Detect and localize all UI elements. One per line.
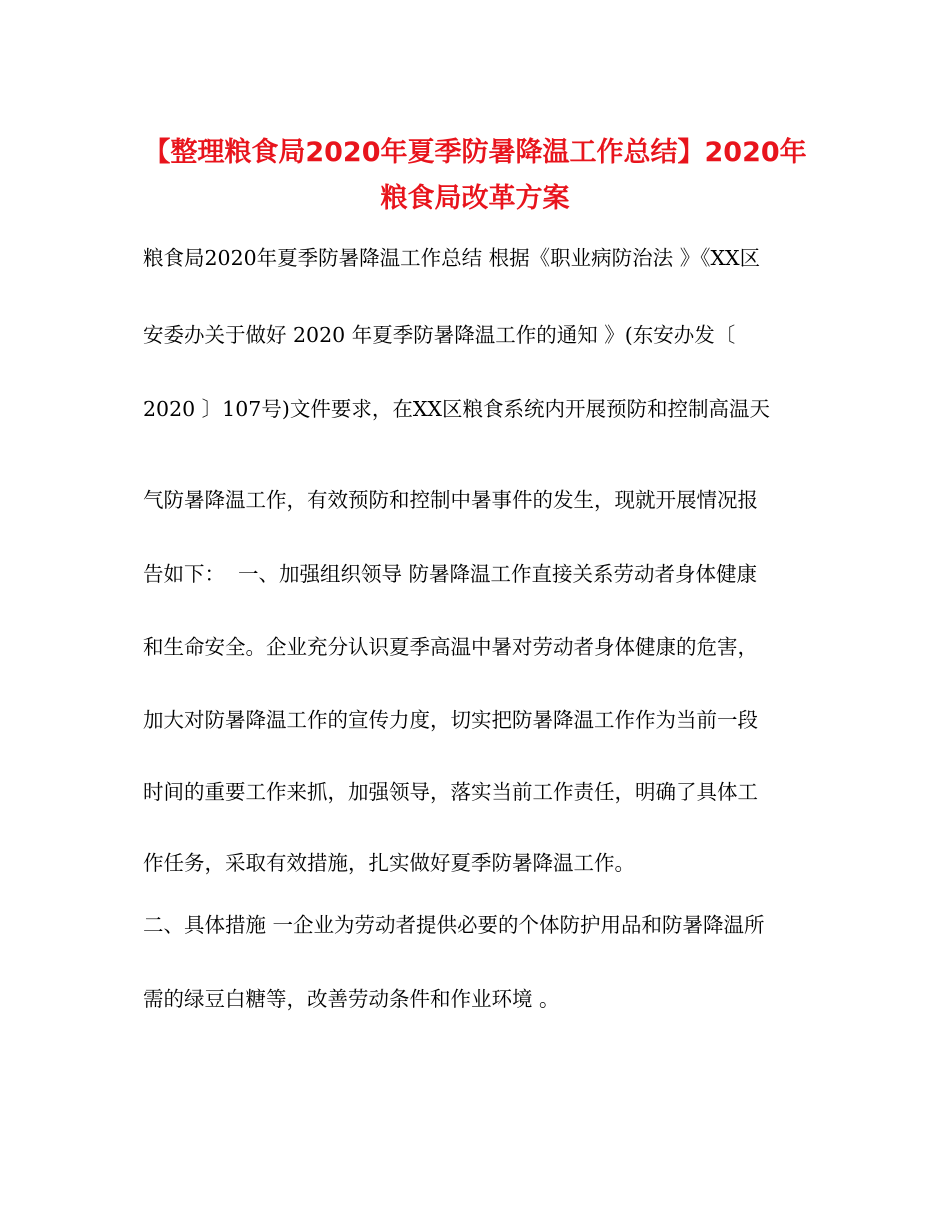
body-line: 安委办关于做好 2020 年夏季防暑降温工作的通知 》(东安办发〔 <box>143 323 736 347</box>
body-line: 和生命安全。企业充分认识夏季高温中暑对劳动者身体健康的危害， <box>143 635 758 659</box>
body-line: 气防暑降温工作，有效预防和控制中暑事件的发生，现就开展情况报 <box>143 488 758 512</box>
body-line: 时间的重要工作来抓，加强领导，落实当前工作责任，明确了具体工 <box>143 780 758 804</box>
document-title-line-1: 【整理粮食局2020年夏季防暑降温工作总结】2020年 <box>143 137 807 168</box>
body-line: 粮食局2020年夏季防暑降温工作总结 根据《职业病防治法 》《XX区 <box>143 246 761 270</box>
body-line: 二、具体措施 一企业为劳动者提供必要的个体防护用品和防暑降温所 <box>143 913 765 937</box>
body-line: 加大对防暑降温工作的宣传力度，切实把防暑降温工作作为当前一段 <box>143 708 758 732</box>
body-line: 告如下： 一、加强组织领导 防暑降温工作直接关系劳动者身体健康 <box>143 562 758 586</box>
body-line: 作任务，采取有效措施，扎实做好夏季防暑降温工作。 <box>143 851 635 875</box>
body-line: 2020 〕107号)文件要求，在XX区粮食系统内开展预防和控制高温天 <box>143 397 771 421</box>
document-title-line-2: 粮食局改革方案 <box>380 183 570 214</box>
body-line: 需的绿豆白糖等，改善劳动条件和作业环境 。 <box>143 987 560 1011</box>
